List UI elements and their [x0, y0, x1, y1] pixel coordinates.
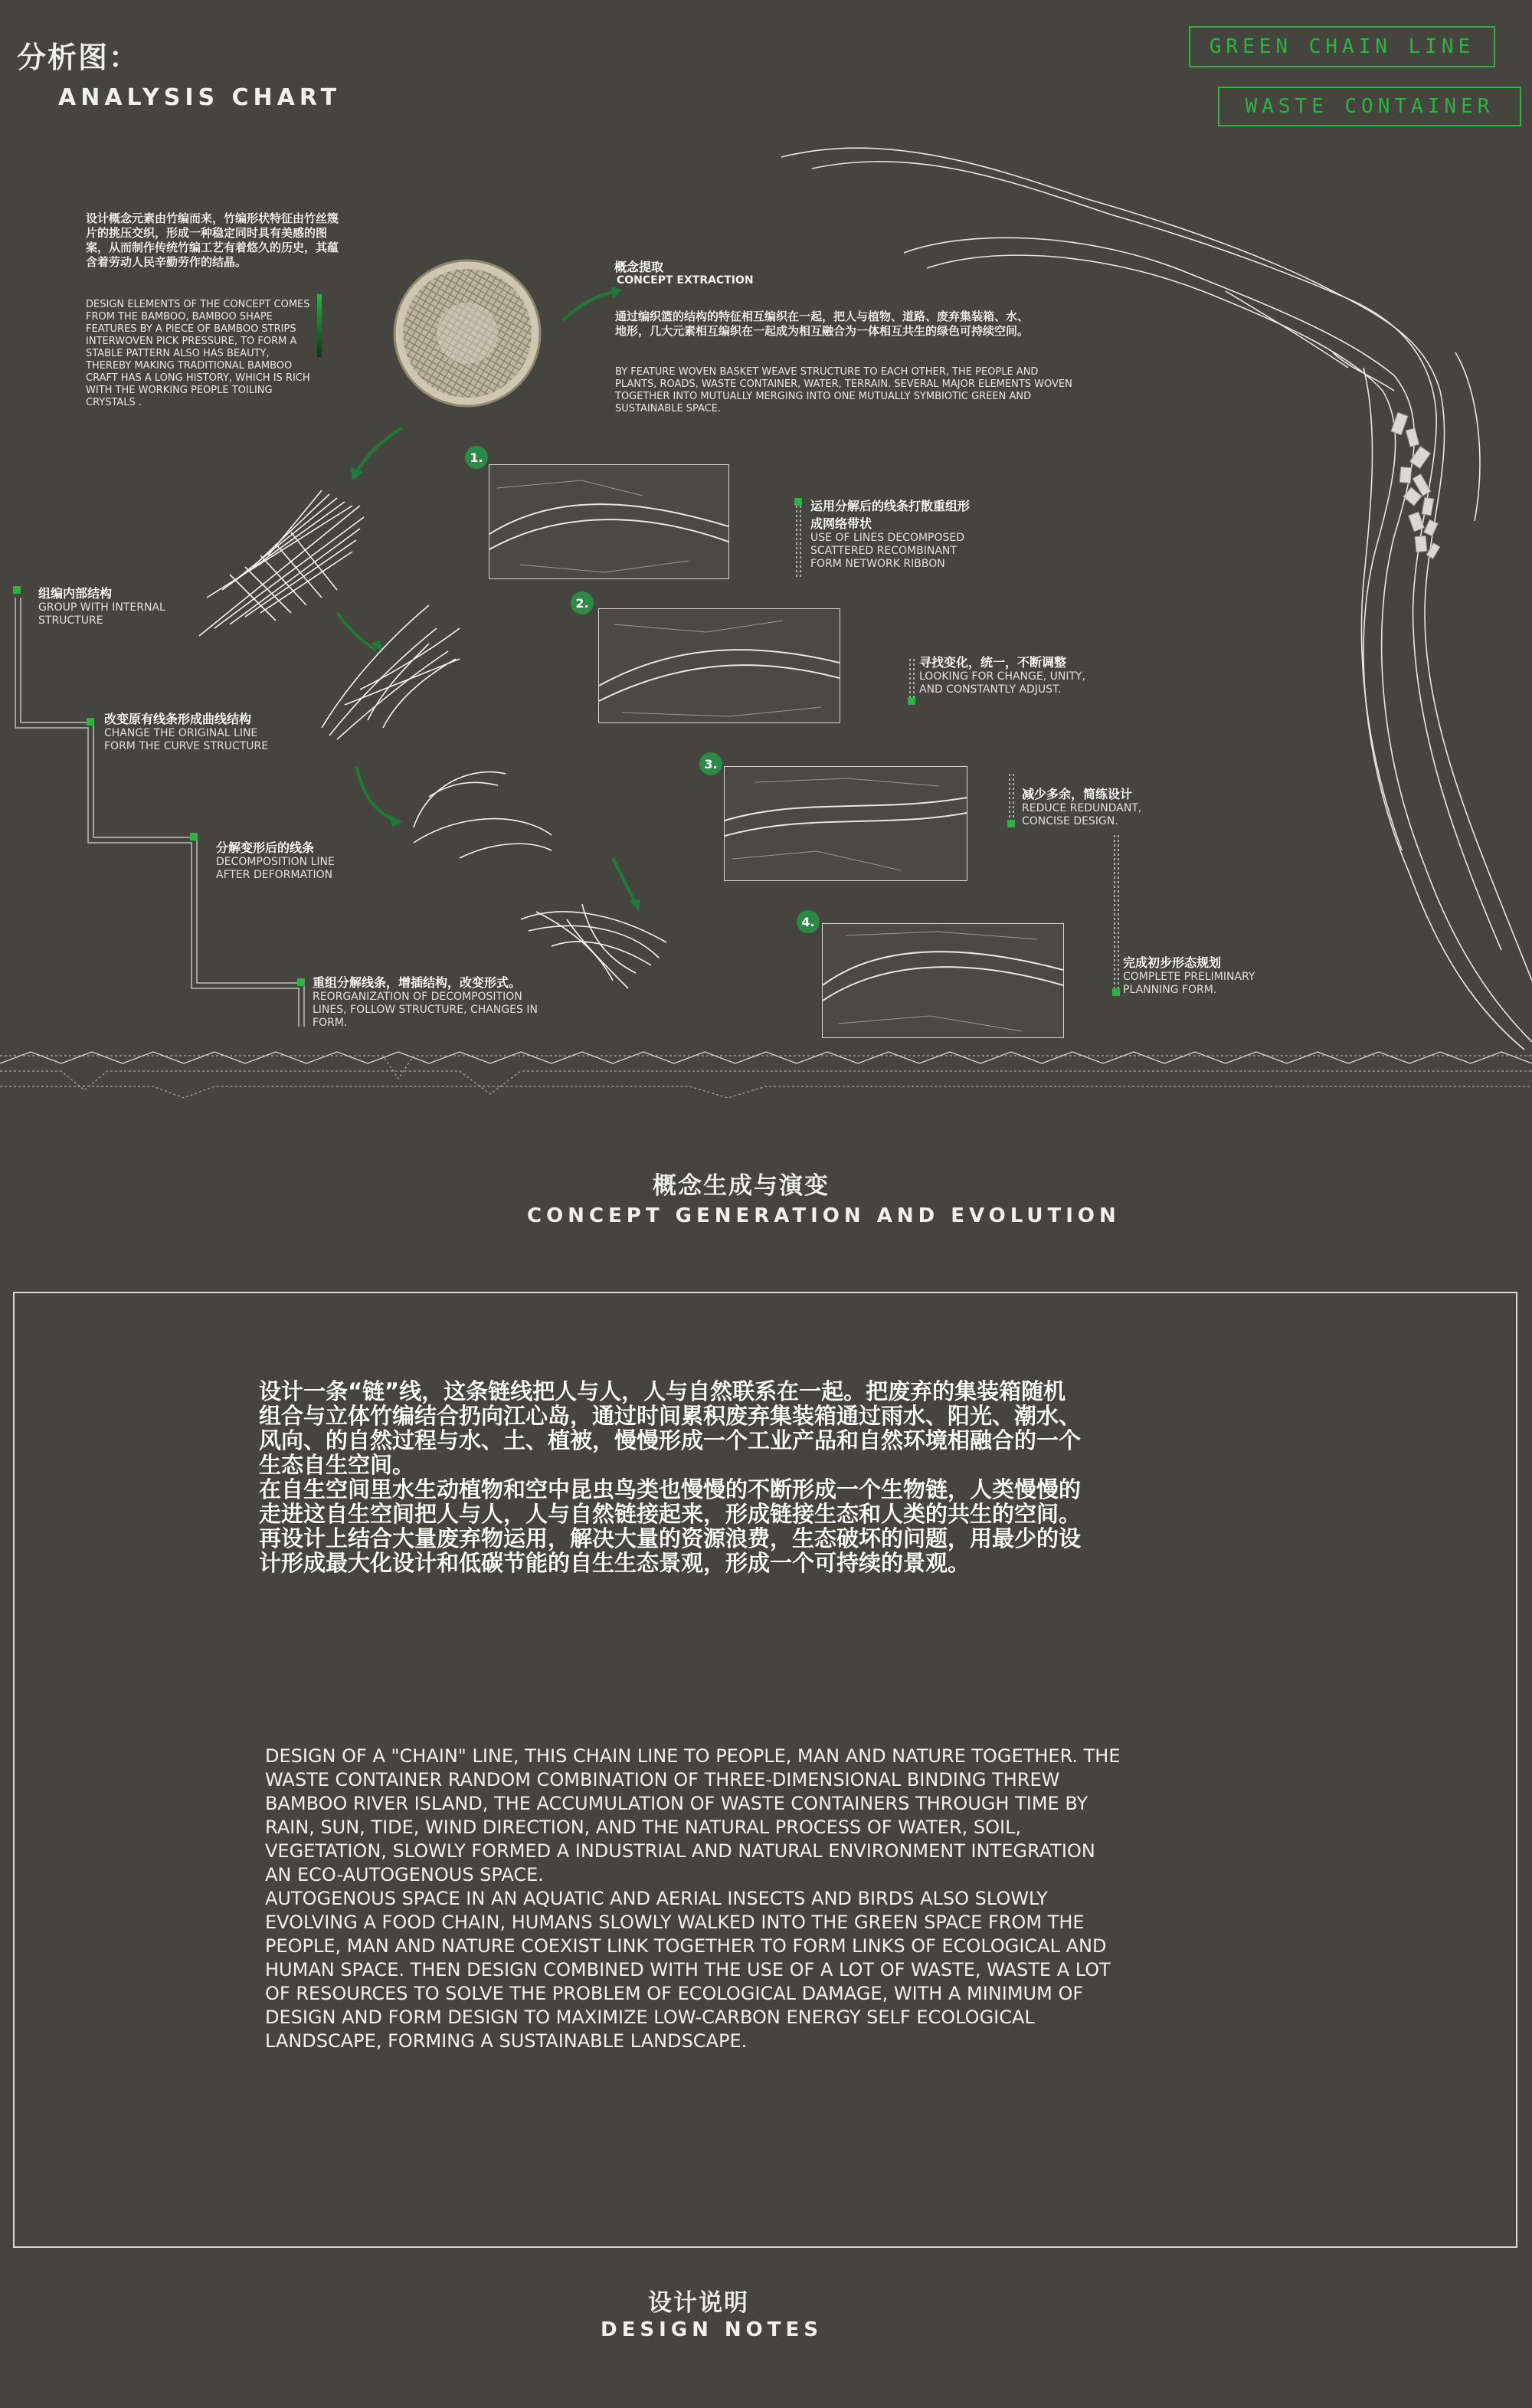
left-step-2-cn: 改变原有线条形成曲线结构 [104, 712, 252, 726]
left-step-1 [38, 584, 176, 627]
step-number-1: 1. [465, 446, 488, 469]
left-step-4-cn: 重组分解线条，增插结构，改变形式。 [313, 975, 522, 990]
left-step-1-cn: 组编内部结构 [38, 586, 113, 601]
design-notes-title-cn: 设计说明 [648, 2289, 749, 2317]
left-step-3 [216, 838, 339, 882]
step-number-3: 3. [699, 752, 722, 775]
right-step-1 [810, 496, 971, 571]
concept-extraction-en: CONCEPT EXTRACTION [617, 274, 754, 287]
legend-waste-container-label: WASTE CONTAINER [1245, 95, 1494, 118]
evolution-title-en: CONCEPT GENERATION AND EVOLUTION [527, 1204, 1121, 1227]
step-number-2: 2. [571, 591, 594, 614]
left-step-3-cn: 分解变形后的线条 [216, 840, 315, 855]
arrow-4 [613, 858, 636, 904]
right-step-4 [1123, 953, 1276, 997]
design-notes-cn: 设计一条“链”线，这条链线把人与人，人与自然联系在一起。把废弃的集装箱随机 组合与立体竹编结合扔向江心岛，通过时间累积废弃集装箱通过雨水、阳光、潮水、 风向、的自然过程与水、土、植被，慢慢形成一个工业产品和自然环境相融合的一个 生态自生空间。 在自生空间里水生动植物和空中昆虫鸟类也慢慢的不断形成一个生物链，人类慢慢的 走进这自生空间把人与人，人与自然链接起来，形成链接生态和人类的共生的空间。 再设计上结合大量废弃物运用，解决大量的资源浪费，生态破坏的问题，用最少的设 计形成最大化设计和低碳节能的自生生态景观，形成一个可持续的景观。 [259, 1378, 1082, 1576]
concept-intro-cn: 设计概念元素由竹编而来，竹编形状特征由竹丝篾片的挑压交织，形成一种稳定同时具有美感的图案，从而制作传统竹编工艺有着悠久的历史，其蕴含着劳动人民辛勤劳作的结晶。 [86, 211, 339, 269]
left-step-2 [104, 709, 273, 753]
arrow-2 [337, 613, 375, 650]
right-step-4-en: COMPLETE PRELIMINARY PLANNING FORM. [1123, 971, 1255, 996]
evolution-title-cn: 概念生成与演变 [653, 1172, 830, 1200]
concept-extraction-cn: 概念提取 [614, 260, 664, 274]
right-step-4-cn: 完成初步形态规划 [1123, 955, 1222, 970]
page-title-cn: 分析图： [17, 41, 140, 74]
right-step-1-cn: 运用分解后的线条打散重组形成网络带状 [810, 499, 971, 531]
extraction-desc-en: BY FEATURE WOVEN BASKET WEAVE STRUCTURE TO EACH OTHER, THE PEOPLE AND PLANTS, ROADS, WASTE CONTAINER, WATER, TERRAIN. SEVERAL MAJOR ELEMENTS WOVEN TOGETHER INTO MUTUALLY MERGING INTO ONE MUTUALLY SYMBIOTIC GREEN AND SUSTAINABLE SPACE. [615, 366, 1072, 414]
plan-thumbnail-3 [724, 766, 967, 881]
extraction-desc-cn: 通过编织篮的结构的特征相互编织在一起，把人与植物、道路、废弃集装箱、水、地形，几大元素相互编织在一起成为相互融合为一体相互共生的绿色可持续空间。 [615, 310, 1030, 338]
right-step-3-cn: 减少多余，简练设计 [1022, 787, 1133, 801]
concept-intro-en: DESIGN ELEMENTS OF THE CONCEPT COMES FROM THE BAMBOO, BAMBOO SHAPE FEATURES BY A PIECE OF BAMBOO STRIPS INTERWOVEN PICK PRESSURE, TO FORM A STABLE PATTERN ALSO HAS BEAUTY, THEREBY MAKING TRADITIONAL BAMBOO CRAFT HAS A LONG HISTORY, WHICH IS RICH WITH THE WORKING PEOPLE TOILING CRYSTALS . [86, 299, 310, 408]
legend-green-chain-line [1189, 26, 1495, 67]
plan-thumbnail-1 [489, 464, 729, 579]
arrow-3 [356, 766, 394, 820]
arrow-1 [356, 428, 402, 473]
left-step-3-en: DECOMPOSITION LINE AFTER DEFORMATION [216, 856, 335, 881]
step-number-4: 4. [797, 910, 820, 933]
right-step-2 [919, 653, 1103, 696]
zigzag-divider [0, 1048, 1532, 1102]
left-step-4 [313, 973, 542, 1030]
design-notes-title-en: DESIGN NOTES [601, 2318, 823, 2341]
left-step-2-en: CHANGE THE ORIGINAL LINE FORM THE CURVE STRUCTURE [104, 727, 269, 752]
plan-thumbnail-2 [598, 608, 840, 723]
page-title-en: ANALYSIS CHART [58, 84, 342, 111]
plan-thumbnail-4 [822, 923, 1064, 1038]
plan-2-drawing [599, 609, 840, 722]
legend-green-chain-label: GREEN CHAIN LINE [1209, 35, 1475, 58]
arrow-to-extraction [563, 291, 617, 320]
right-step-3-en: REDUCE REDUNDANT, CONCISE DESIGN. [1022, 802, 1142, 827]
left-step-1-en: GROUP WITH INTERNAL STRUCTURE [38, 601, 165, 627]
design-notes-en: DESIGN OF A "CHAIN" LINE, THIS CHAIN LINE TO PEOPLE, MAN AND NATURE TOGETHER. THE WASTE CONTAINER RANDOM COMBINATION OF THREE-DIMENSIONAL BINDING THREW BAMBOO RIVER ISLAND, THE ACCUMULATION OF WASTE CONTAINERS THROUGH TIME BY RAIN, SUN, TIDE, WIND DIRECTION, AND THE NATURAL PROCESS OF WATER, SOIL, VEGETATION, SLOWLY FORMED A INDUSTRIAL AND NATURAL ENVIRONMENT INTEGRATION AN ECO-AUTOGENOUS SPACE. AUTOGENOUS SPACE IN AN AQUATIC AND AERIAL INSECTS AND BIRDS ALSO SLOWLY EVOLVING A FOOD CHAIN, HUMANS SLOWLY WALKED INTO THE GREEN SPACE FROM THE PEOPLE, MAN AND NATURE COEXIST LINK TOGETHER TO FORM LINKS OF ECOLOGICAL AND HUMAN SPACE. THEN DESIGN COMBINED WITH THE USE OF A LOT OF WASTE, WASTE A LOT OF RESOURCES TO SOLVE THE PROBLEM OF ECOLOGICAL DAMAGE, WITH A MINIMUM OF DESIGN AND FORM DESIGN TO MAXIMIZE LOW-CARBON ENERGY SELF ECOLOGICAL LANDSCAPE, FORMING A SUSTAINABLE LANDSCAPE. [265, 1745, 1121, 2052]
right-step-2-en: LOOKING FOR CHANGE, UNITY, AND CONSTANTLY ADJUST. [919, 670, 1086, 696]
left-step-4-en: REORGANIZATION OF DECOMPOSITION LINES, FOLLOW STRUCTURE, CHANGES IN FORM. [313, 991, 538, 1029]
plan-4-drawing [823, 924, 1063, 1037]
right-step-1-en: USE OF LINES DECOMPOSED SCATTERED RECOMBINANT FORM NETWORK RIBBON [810, 532, 965, 570]
plan-1-drawing [489, 465, 728, 578]
legend-waste-container [1218, 87, 1521, 126]
plan-3-drawing [725, 767, 967, 880]
right-step-2-cn: 寻找变化，统一，不断调整 [919, 655, 1067, 670]
right-step-3 [1022, 785, 1160, 828]
